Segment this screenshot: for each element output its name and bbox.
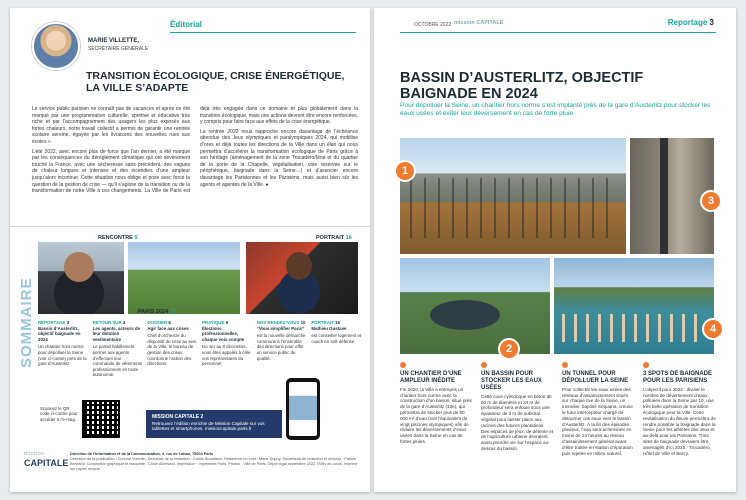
rencontre-label: RENCONTRE 5 (98, 235, 138, 241)
paris2024-label: PARIS 2024 12 (138, 309, 176, 315)
portrait-photo[interactable] (246, 242, 358, 314)
article-columns (400, 362, 716, 456)
section-label: Éditorial (170, 20, 203, 29)
photo-number-badge: 2 (498, 338, 520, 360)
sommaire-items (38, 320, 362, 378)
sommaire-item[interactable]: REPORTAGE 3 Bassin d’Austerlitz, objectif baignade en 2024 Un chantier hors norme pour dépolluer la Seine (voir ci-contre) près de la gare d’Austerlitz. (38, 320, 87, 367)
left-page (10, 8, 370, 492)
bullet-icon (481, 362, 487, 368)
sommaire-item[interactable]: RETOUR SUR 4 Les agents, acteurs de leur dotation vestimentaire Le portail habillement permet aux agents d’effectuer leur commande de vêtements professionnels en toute autonomie. (92, 320, 142, 378)
article-column: UN CHANTIER D’UNE AMPLEUR INÉDITE Fin 2020, la Ville a entrepris un chantier hors norme avec la construction d’un bassin, situé près de la gare d’Austerlitz (13e), qui permettra de stocker plus de 50 000 m³ d’eau (soit l’équivalent de vingt piscines olympiques) afin de réduire les déversements d’eaux usées dans la Seine en cas de fortes pluies. (400, 362, 473, 456)
bullet-icon (643, 362, 649, 368)
author-name: MARIE VILLETTE, (88, 38, 139, 44)
bullet-icon (400, 362, 406, 368)
paris2024-photo[interactable] (128, 242, 240, 314)
divider (10, 226, 370, 227)
mission-capitale-logo: mission CAPITALE (24, 451, 69, 468)
section-label: Reportage 3 (667, 18, 714, 27)
issue-date: OCTOBRE 2022 (414, 22, 452, 28)
editorial-body (32, 106, 358, 195)
emag-promo[interactable] (146, 410, 282, 438)
article-column: UN BASSIN POUR STOCKER LES EAUX USÉES Cette cuve cylindrique en béton de 50 m de diamètre et 34 m de profondeur sera enfouie sous une épaisseur de 3 m de substrat végétal pour laisser place aux racines des futures plantations. Des espaces de jeux, de détente et de l’agriculture urbaine devraient aussi prendre vie sur l’espace au-dessus du bassin. (481, 362, 554, 456)
rencontre-photo[interactable] (38, 242, 124, 314)
qr-code[interactable] (82, 400, 120, 438)
article-column: UN TUNNEL POUR DÉPOLLUER LA SEINE Pour collecter les eaux usées des réseaux d’assainissement situés sur chaque rive de la Seine, un tunnelier, baptisé Sequana, creuse le futur intercepteur chargé de détourner ces eaux vers le bassin d’Austerlitz. À la fin des épisodes pluvieux, l’eau sera acheminée en moins de 24 heures au réseau d’assainissement général avant d’être traitée en station d’épuration puis rejetée en milieu naturel. (562, 362, 635, 456)
author-role: SECRÉTAIRE GÉNÉRALE (88, 46, 149, 52)
portrait-label: PORTRAIT 16 (316, 235, 352, 241)
sommaire-item[interactable]: PRATIQUE 9 Élections professionnelles, chaque voix compte Du 1er au 8 décembre, vous êtes appelés à élire vos représentants du personnel. (202, 320, 251, 367)
editorial-paragraph: L’été 2022, avec encore plus de force que l’an dernier, a été marqué par les conséquences du dérèglement climatique qui ont sévèrement touché la France, avec une sécheresse sans précédent, des vagues de chaleur longues et intenses et des incendies d’une ampleur jusqu’alors inconnue. Cette situation nous oblige et pose avec force la question de la gestion de crise — qu’il s’agisse de la transition ou de la transformation de notre Ville à ces changements. La Ville de Paris est déjà très engagée dans ce domaine et plus globalement dans la transition écologique, mais nos actions devront être encore renforcées, y compris pour faire face aux effets de la crise énergétique. (32, 106, 358, 195)
editorial-paragraph: Le service public parisien ne connaît pas de vacances et après un été marqué par une programmation culturelle, sportive et éducative très riche et par l’accompagnement des usagers les plus exposés aux fortes chaleurs, notre travail collectif a permis de garantir une rentrée scolaire sereine, égayée par les livraisons des nouvelles rues aux écoles ». (32, 106, 190, 145)
right-page (374, 8, 736, 492)
qr-instructions: Scannez le QR code ci-contre pour accéder à l’e-mag. (40, 406, 78, 422)
sommaire-item[interactable]: DOSSIER 6 Agir face aux crises Chef d’orchestre du dispositif de crise au sein de la Ville, le bureau de gestion des crises coordonne l’action des directions. (147, 320, 197, 367)
article-subtitle: Pour dépolluer la Seine, un chantier hors norme s’est implanté près de la gare d’Austerlitz pour stocker les eaux usées et éviter leur déversement en cas de forte pluie. (400, 102, 711, 118)
photo-number-badge: 4 (702, 318, 724, 340)
sommaire-item[interactable]: PORTRAIT 16 Mathieu Gustave est conseiller logement et coach en self-défense. (311, 320, 362, 344)
emag-title: MISSION CAPITALE 2 (152, 414, 204, 420)
photo-construction-site[interactable] (400, 138, 626, 254)
header-logo: mission CAPITALE (454, 20, 504, 26)
colophon: Direction de l’Information et de la Communication, 4, rue de Lobau, 75004 Paris Directrice de la publication : Corinne Vizentin. Directrice de la rédaction : Carole Bourdieux. Rédactrice en chef : Marie Dupuy. Secrétariat de rédaction et révision : Patrick Bertrand. Conception graphique et maquette : Chloé Allemand. Impression : Imprimerie Paris. Photos : Ville de Paris. Dépôt légal septembre 2022. ISSN en cours. Imprimé sur papier recyclé. (70, 452, 358, 471)
section-rule (170, 32, 356, 33)
sommaire-heading: SOMMAIRE (18, 277, 35, 369)
sommaire-item[interactable]: NOS RENDEZ-VOUS 10 “Vous simplifier Paris” est la nouvelle démarche commune à l’ensemble des directions pour offrir un service public de qualité. (256, 320, 306, 361)
editorial-paragraph: La rentrée 2022 nous rapproche encore davantage de l’échéance attendue des Jeux olympiques et paralympiques 2024, qui mobilise d’ores et déjà toutes les directions de la Ville dans un élan qui nous permettra d’accélérer la transformation écologique de Paris grâce à son héritage (aménagement de la zone Trocadéro/Iéna et du quartier de la porte de la Chapelle, végétalisation, voie réservée sur le périphérique, baignade dans la Seine…) et d’associer encore davantage les Parisiennes et les Parisiens, mais aussi bien sûr les agents et agentes de la Ville. ● (200, 128, 358, 188)
article-column: 3 SPOTS DE BAIGNADE POUR LES PARISIENS L’objectif pour 2024 : diviser le nombre de déversement d’eaux polluées dans la Seine par 10, une très belle opération de transition écologique pour la Ville. Cette revitalisation du fleuve permettra de rendre possible la baignade dans la Seine pour les athlètes des Jeux et au-delà pour les Parisiens. Trois sites de baignade devraient être aménagés d’ici 2025 : Trocadéro, Hôtel de Ville et Bercy. (643, 362, 716, 456)
phone-illustration (286, 378, 320, 440)
editorial-title: TRANSITION ÉCOLOGIQUE, CRISE ÉNERGÉTIQUE, LA VILLE S’ADAPTE (86, 70, 345, 94)
photo-number-badge: 1 (394, 160, 416, 182)
author-avatar (32, 22, 80, 70)
photo-number-badge: 3 (700, 190, 722, 212)
section-rule (400, 32, 716, 33)
bullet-icon (562, 362, 568, 368)
photo-swimming[interactable] (554, 258, 714, 354)
article-title: BASSIN D’AUSTERLITZ, OBJECTIF BAIGNADE EN 2024 (400, 70, 644, 102)
photo-basin[interactable] (400, 258, 550, 354)
emag-text: Retrouvez l’édition enrichie de Mission Capitale sur vos tablettes et smartphones. missioncapitale.paris.fr (152, 420, 265, 432)
